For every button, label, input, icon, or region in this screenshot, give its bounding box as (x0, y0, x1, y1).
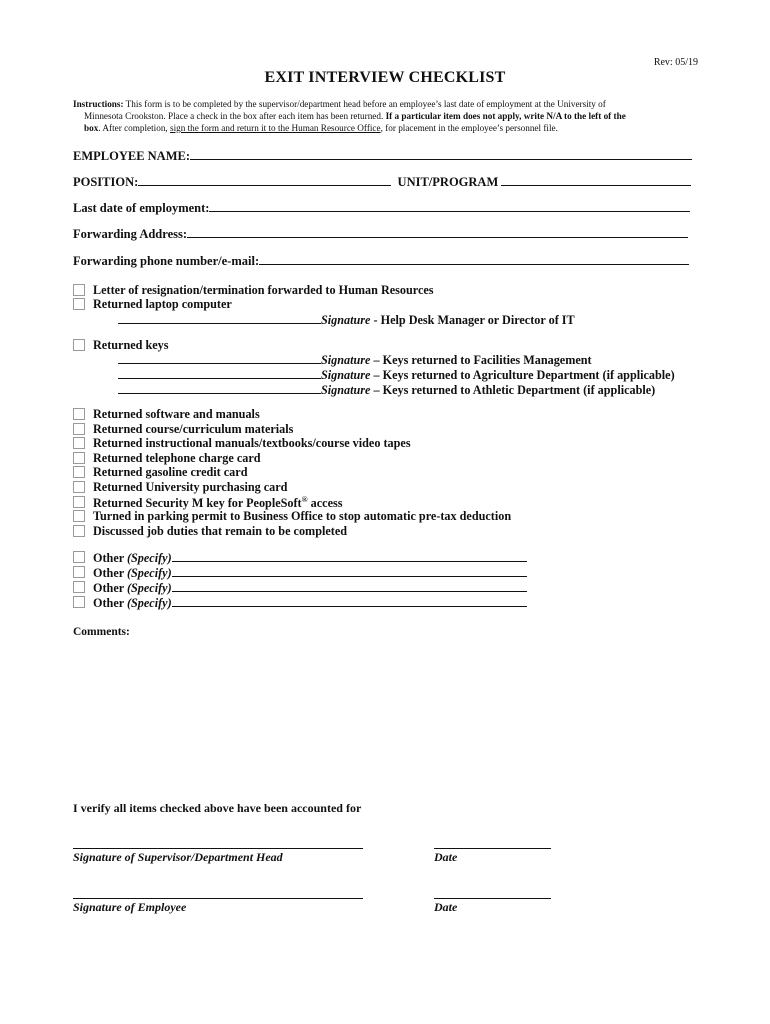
instructions (73, 98, 698, 134)
signature-word: Signature (321, 353, 371, 367)
checkbox-curriculum[interactable] (73, 423, 85, 435)
other-label: Other (93, 566, 127, 580)
employee-date-label: Date (434, 900, 458, 914)
item-security-key-suffix: access (307, 496, 343, 511)
employee-signature-line[interactable] (73, 898, 363, 899)
specify-label: (Specify) (126, 581, 172, 595)
item-curriculum: Returned course/curriculum materials (93, 422, 294, 436)
forwarding-phone-label: Forwarding phone number/e-mail: (73, 254, 260, 268)
instructions-line-2: Minnesota Crookston. Place a check in the box after each item has been returned. (84, 111, 386, 121)
supervisor-signature-line[interactable] (73, 848, 363, 849)
signature-help-desk-text: - Help Desk Manager or Director of IT (370, 313, 575, 327)
checkbox-gasoline-card[interactable] (73, 466, 85, 478)
signature-agriculture-text: – Keys returned to Agriculture Department (if applicable) (370, 368, 675, 382)
position-label: POSITION: (73, 175, 139, 189)
signature-help-desk-line[interactable] (118, 312, 321, 324)
checkbox-other-2[interactable] (73, 566, 85, 578)
last-date-label: Last date of employment: (73, 201, 210, 215)
item-other-3 (93, 580, 527, 596)
signature-athletic-text: – Keys returned to Athletic Department (if applicable) (370, 383, 656, 397)
checkbox-laptop[interactable] (73, 298, 85, 310)
signature-agriculture-line[interactable] (118, 367, 321, 379)
checkbox-other-1[interactable] (73, 551, 85, 563)
checkbox-other-3[interactable] (73, 581, 85, 593)
checkbox-telephone-card[interactable] (73, 452, 85, 464)
checkbox-resignation[interactable] (73, 284, 85, 296)
supervisor-date-label: Date (434, 850, 458, 864)
forwarding-address-label: Forwarding Address: (73, 227, 188, 241)
specify-label: (Specify) (126, 596, 172, 610)
item-parking-permit: Turned in parking permit to Business Office to stop automatic pre-tax deduction (93, 509, 512, 523)
item-keys: Returned keys (93, 338, 169, 352)
instructions-label: Instructions: (73, 99, 124, 109)
employee-signature-label: Signature of Employee (73, 900, 187, 914)
page-title: EXIT INTERVIEW CHECKLIST (264, 69, 506, 86)
other-line-4[interactable] (172, 595, 527, 607)
checkbox-security-key[interactable] (73, 496, 85, 508)
instructions-line-3: . After completion, (98, 123, 171, 133)
checkbox-job-duties[interactable] (73, 525, 85, 537)
instructions-return-note: sign the form and return it to the Human Resource Office (170, 123, 381, 133)
signature-word: Signature (321, 313, 371, 327)
other-line-1[interactable] (172, 550, 527, 562)
item-other-4 (93, 595, 527, 611)
checkbox-other-4[interactable] (73, 596, 85, 608)
other-line-2[interactable] (172, 565, 527, 577)
registered-mark: ® (301, 495, 308, 504)
item-purchasing-card: Returned University purchasing card (93, 480, 288, 494)
signature-word: Signature (321, 368, 371, 382)
checkbox-manuals[interactable] (73, 437, 85, 449)
last-date-field[interactable] (73, 200, 690, 216)
instructions-na-note: If a particular item does not apply, write N/A to the left of the (385, 111, 626, 121)
other-label: Other (93, 596, 127, 610)
other-line-3[interactable] (172, 580, 527, 592)
signature-agriculture (118, 367, 675, 383)
position-line[interactable] (138, 174, 391, 186)
last-date-line[interactable] (209, 200, 690, 212)
item-manuals: Returned instructional manuals/textbooks/course video tapes (93, 436, 411, 450)
item-job-duties: Discussed job duties that remain to be completed (93, 524, 348, 538)
revision-label: Rev: 05/19 (653, 57, 698, 68)
forwarding-address-field[interactable] (73, 226, 688, 242)
employee-date-line[interactable] (434, 898, 551, 899)
checkbox-keys[interactable] (73, 339, 85, 351)
item-software: Returned software and manuals (93, 407, 260, 421)
supervisor-signature-label: Signature of Supervisor/Department Head (73, 850, 283, 864)
specify-label: (Specify) (126, 566, 172, 580)
specify-label: (Specify) (126, 551, 172, 565)
employee-name-field[interactable] (73, 148, 692, 164)
item-laptop: Returned laptop computer (93, 297, 232, 311)
instructions-line-3-end: , for placement in the employee’s personnel file. (380, 123, 558, 133)
forwarding-phone-field[interactable] (73, 253, 689, 269)
item-other-1 (93, 550, 527, 566)
item-telephone-card: Returned telephone charge card (93, 451, 261, 465)
employee-name-line[interactable] (190, 148, 692, 160)
comments-label: Comments: (73, 626, 130, 638)
item-other-2 (93, 565, 527, 581)
position-field[interactable] (73, 174, 691, 190)
item-gasoline-card: Returned gasoline credit card (93, 465, 248, 479)
signature-help-desk (118, 312, 575, 328)
unit-program-label: UNIT/PROGRAM (397, 175, 499, 189)
item-security-key-text: Returned Security M key for PeopleSoft (93, 496, 302, 511)
supervisor-date-line[interactable] (434, 848, 551, 849)
verify-statement: I verify all items checked above have been accounted for (73, 801, 362, 815)
instructions-box-word: box (84, 123, 99, 133)
signature-athletic-line[interactable] (118, 382, 321, 394)
item-resignation: Letter of resignation/termination forwarded to Human Resources (93, 283, 434, 297)
signature-athletic (118, 382, 655, 398)
signature-word: Signature (321, 383, 371, 397)
signature-facilities-line[interactable] (118, 352, 321, 364)
other-label: Other (93, 581, 127, 595)
forwarding-phone-line[interactable] (259, 253, 689, 265)
employee-name-label: EMPLOYEE NAME: (73, 149, 191, 163)
other-label: Other (93, 551, 127, 565)
instructions-line-1: This form is to be completed by the supervisor/department head before an employee’s last date of employment at the University of (123, 99, 606, 109)
unit-program-line[interactable] (501, 174, 691, 186)
checkbox-parking-permit[interactable] (73, 510, 85, 522)
signature-facilities (118, 352, 592, 368)
forwarding-address-line[interactable] (187, 226, 688, 238)
checkbox-software[interactable] (73, 408, 85, 420)
checkbox-purchasing-card[interactable] (73, 481, 85, 493)
signature-facilities-text: – Keys returned to Facilities Management (370, 353, 592, 367)
